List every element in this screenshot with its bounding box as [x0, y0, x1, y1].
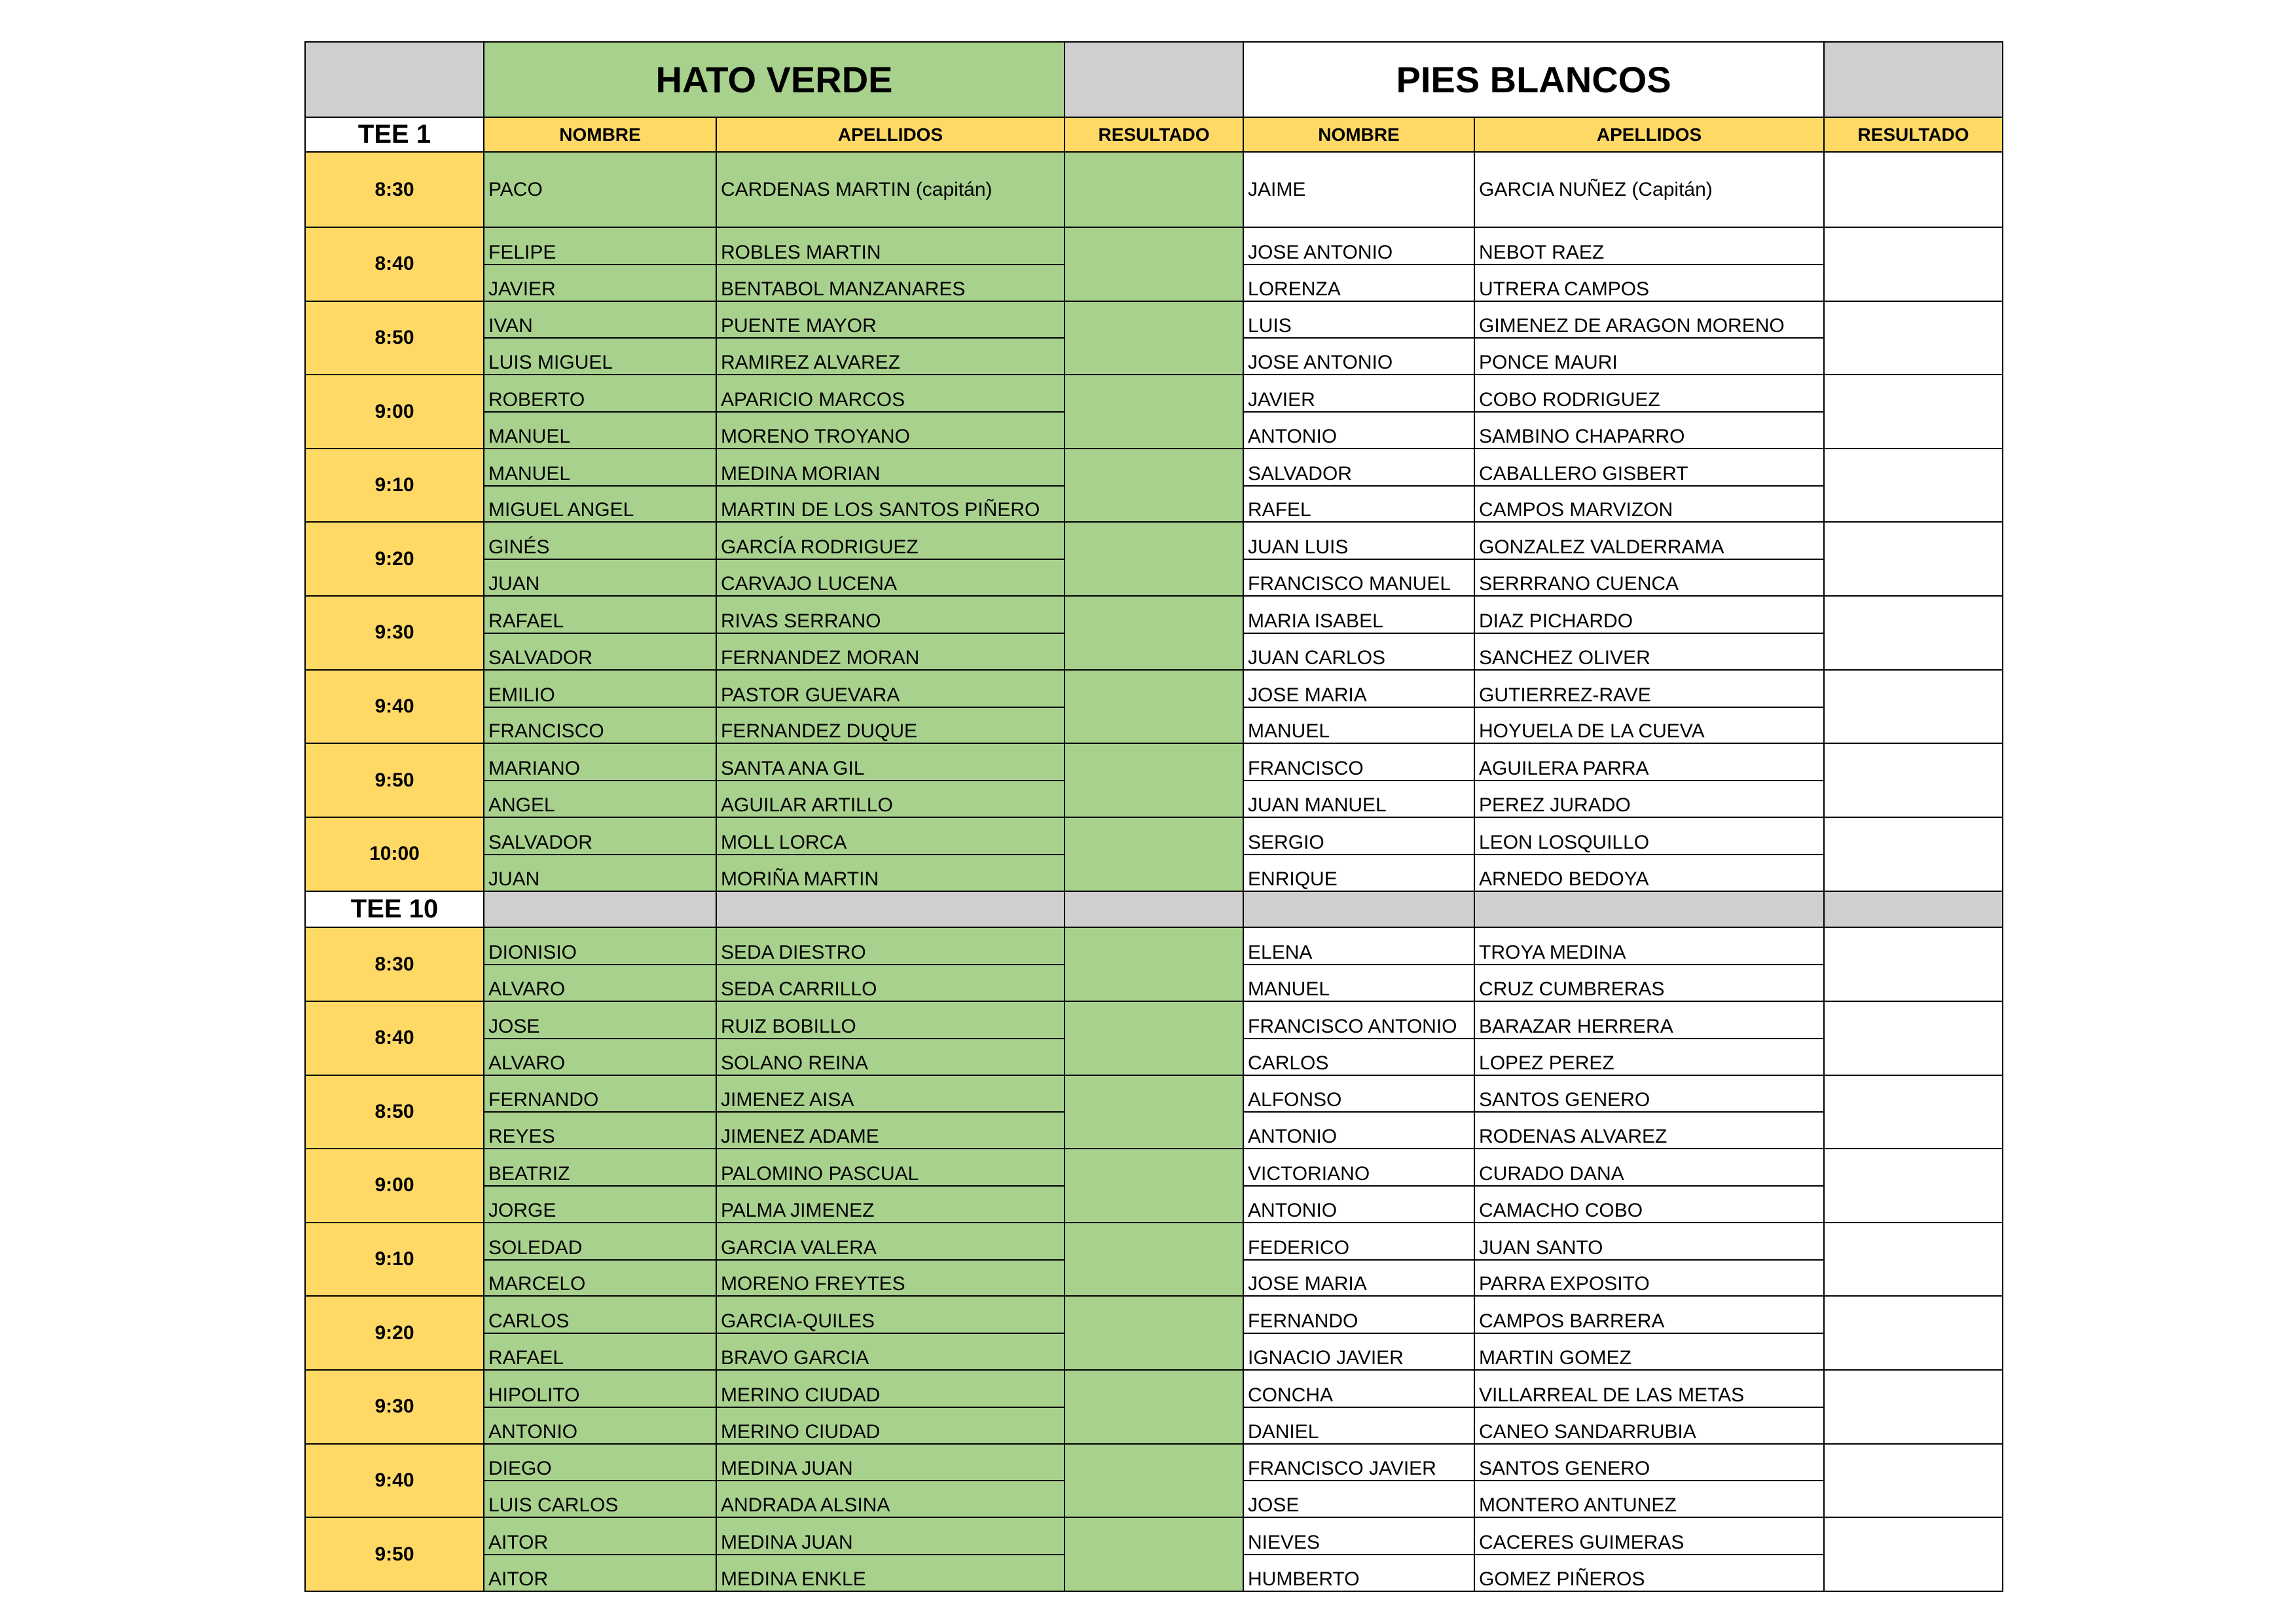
player-nombre: SALVADOR: [1243, 449, 1474, 486]
player-nombre: FERNANDO: [484, 1075, 716, 1113]
player-nombre: RAFAEL: [484, 596, 716, 633]
player-nombre: ALVARO: [484, 1039, 716, 1075]
table-row: [305, 522, 2003, 559]
player-apellidos: SANCHEZ OLIVER: [1474, 633, 1824, 670]
team-left-title: HATO VERDE: [484, 42, 1065, 117]
tee-time: 8:40: [305, 1001, 484, 1075]
player-apellidos: DIAZ PICHARDO: [1474, 596, 1824, 633]
resultado-cell[interactable]: [1065, 1517, 1243, 1591]
resultado-cell[interactable]: [1824, 1223, 2003, 1297]
resultado-cell[interactable]: [1824, 375, 2003, 449]
tee-label: TEE 1: [305, 117, 484, 153]
resultado-cell[interactable]: [1065, 227, 1243, 301]
header-apellidos-left: APELLIDOS: [716, 117, 1065, 153]
tee-time: 9:30: [305, 1370, 484, 1444]
tee-time: 8:50: [305, 1075, 484, 1149]
player-nombre: JOSE ANTONIO: [1243, 338, 1474, 375]
player-nombre: CONCHA: [1243, 1370, 1474, 1407]
player-nombre: MANUEL: [484, 449, 716, 486]
table-row: [305, 1223, 2003, 1260]
player-apellidos: LOPEZ PEREZ: [1474, 1039, 1824, 1075]
player-nombre: LUIS MIGUEL: [484, 338, 716, 375]
tee-time: 9:00: [305, 1149, 484, 1223]
player-apellidos: MEDINA MORIAN: [716, 449, 1065, 486]
player-apellidos: GOMEZ PIÑEROS: [1474, 1555, 1824, 1591]
tee-times-table: [304, 41, 2003, 1592]
player-nombre: JOSE ANTONIO: [1243, 227, 1474, 265]
tee-time: 9:50: [305, 743, 484, 817]
player-apellidos: MORIÑA MARTIN: [716, 855, 1065, 891]
resultado-cell[interactable]: [1065, 1296, 1243, 1370]
player-apellidos: APARICIO MARCOS: [716, 375, 1065, 412]
player-nombre: MANUEL: [1243, 707, 1474, 744]
separator-cell: [1243, 891, 1474, 928]
player-nombre: HIPOLITO: [484, 1370, 716, 1407]
resultado-cell[interactable]: [1824, 1517, 2003, 1591]
player-apellidos: FERNANDEZ DUQUE: [716, 707, 1065, 744]
player-apellidos: ROBLES MARTIN: [716, 227, 1065, 265]
player-apellidos: GUTIERREZ-RAVE: [1474, 670, 1824, 707]
player-nombre: SERGIO: [1243, 817, 1474, 855]
resultado-cell[interactable]: [1065, 1149, 1243, 1223]
corner-cell-right: [1824, 42, 2003, 117]
player-nombre: JOSE MARIA: [1243, 1260, 1474, 1297]
table-row: [305, 596, 2003, 633]
player-apellidos: MORENO TROYANO: [716, 412, 1065, 449]
table-row: [305, 1444, 2003, 1481]
player-nombre: MARIANO: [484, 743, 716, 781]
player-nombre: RAFAEL: [484, 1333, 716, 1370]
resultado-cell[interactable]: [1065, 1444, 1243, 1518]
player-nombre: ANGEL: [484, 781, 716, 817]
player-apellidos: GARCIA VALERA: [716, 1223, 1065, 1260]
resultado-cell[interactable]: [1824, 152, 2003, 227]
resultado-cell[interactable]: [1824, 227, 2003, 301]
player-apellidos: GARCIA NUÑEZ (Capitán): [1474, 152, 1824, 227]
resultado-cell[interactable]: [1065, 152, 1243, 227]
player-apellidos: MARTIN DE LOS SANTOS PIÑERO: [716, 486, 1065, 523]
corner-cell: [305, 42, 484, 117]
player-apellidos: GONZALEZ VALDERRAMA: [1474, 522, 1824, 559]
tee-time: 8:30: [305, 152, 484, 227]
player-nombre: JOSE MARIA: [1243, 670, 1474, 707]
resultado-cell[interactable]: [1065, 927, 1243, 1001]
player-apellidos: GIMENEZ DE ARAGON MORENO: [1474, 301, 1824, 339]
tee-time: 8:30: [305, 927, 484, 1001]
resultado-cell[interactable]: [1065, 1223, 1243, 1297]
table-row: [305, 1370, 2003, 1407]
header-nombre-right: NOMBRE: [1243, 117, 1474, 153]
player-apellidos: JUAN SANTO: [1474, 1223, 1824, 1260]
player-apellidos: CRUZ CUMBRERAS: [1474, 965, 1824, 1001]
tee-time: 9:40: [305, 670, 484, 744]
player-nombre: NIEVES: [1243, 1517, 1474, 1555]
player-apellidos: PEREZ JURADO: [1474, 781, 1824, 817]
player-nombre: ANTONIO: [1243, 412, 1474, 449]
resultado-cell[interactable]: [1065, 817, 1243, 891]
player-apellidos: JIMENEZ ADAME: [716, 1112, 1065, 1149]
tee-time: 9:50: [305, 1517, 484, 1591]
player-apellidos: MERINO CIUDAD: [716, 1370, 1065, 1407]
player-nombre: AITOR: [484, 1517, 716, 1555]
player-apellidos: SEDA DIESTRO: [716, 927, 1065, 965]
header-nombre-left: NOMBRE: [484, 117, 716, 153]
player-nombre: JUAN CARLOS: [1243, 633, 1474, 670]
player-nombre: RAFEL: [1243, 486, 1474, 523]
player-nombre: FRANCISCO MANUEL: [1243, 559, 1474, 596]
resultado-cell[interactable]: [1824, 1296, 2003, 1370]
player-nombre: SOLEDAD: [484, 1223, 716, 1260]
player-apellidos: SERRRANO CUENCA: [1474, 559, 1824, 596]
player-apellidos: CANEO SANDARRUBIA: [1474, 1407, 1824, 1444]
player-apellidos: PALMA JIMENEZ: [716, 1186, 1065, 1223]
player-nombre: JORGE: [484, 1186, 716, 1223]
player-apellidos: CURADO DANA: [1474, 1149, 1824, 1186]
player-apellidos: AGUILAR ARTILLO: [716, 781, 1065, 817]
player-nombre: FRANCISCO ANTONIO: [1243, 1001, 1474, 1039]
player-nombre: DIEGO: [484, 1444, 716, 1481]
player-nombre: JAVIER: [484, 265, 716, 301]
player-apellidos: RAMIREZ ALVAREZ: [716, 338, 1065, 375]
player-apellidos: MONTERO ANTUNEZ: [1474, 1481, 1824, 1517]
resultado-cell[interactable]: [1824, 1444, 2003, 1518]
player-apellidos: SOLANO REINA: [716, 1039, 1065, 1075]
player-apellidos: MEDINA JUAN: [716, 1444, 1065, 1481]
tee-time: 9:30: [305, 596, 484, 670]
separator-cell: [484, 891, 716, 928]
team-right-title: PIES BLANCOS: [1243, 42, 1824, 117]
table-row: [305, 1149, 2003, 1186]
header-resultado-right: RESULTADO: [1824, 117, 2003, 153]
player-apellidos: PONCE MAURI: [1474, 338, 1824, 375]
player-apellidos: NEBOT RAEZ: [1474, 227, 1824, 265]
table-row: [305, 227, 2003, 265]
player-apellidos: CACERES GUIMERAS: [1474, 1517, 1824, 1555]
resultado-cell[interactable]: [1824, 1370, 2003, 1444]
player-nombre: IVAN: [484, 301, 716, 339]
tee-time: 8:40: [305, 227, 484, 301]
player-apellidos: ARNEDO BEDOYA: [1474, 855, 1824, 891]
tee-time: 9:00: [305, 375, 484, 449]
table-row: [305, 1517, 2003, 1555]
table-row: [305, 1075, 2003, 1113]
resultado-cell[interactable]: [1065, 1370, 1243, 1444]
player-nombre: CARLOS: [484, 1296, 716, 1333]
player-nombre: MARIA ISABEL: [1243, 596, 1474, 633]
player-nombre: SALVADOR: [484, 817, 716, 855]
player-nombre: ROBERTO: [484, 375, 716, 412]
player-nombre: MANUEL: [484, 412, 716, 449]
resultado-cell[interactable]: [1824, 927, 2003, 1001]
player-apellidos: MEDINA ENKLE: [716, 1555, 1065, 1591]
player-apellidos: GARCÍA RODRIGUEZ: [716, 522, 1065, 559]
player-apellidos: BENTABOL MANZANARES: [716, 265, 1065, 301]
player-apellidos: CAMPOS BARRERA: [1474, 1296, 1824, 1333]
player-nombre: JAIME: [1243, 152, 1474, 227]
player-apellidos: MEDINA JUAN: [716, 1517, 1065, 1555]
player-nombre: FELIPE: [484, 227, 716, 265]
player-apellidos: SAMBINO CHAPARRO: [1474, 412, 1824, 449]
player-apellidos: COBO RODRIGUEZ: [1474, 375, 1824, 412]
player-nombre: HUMBERTO: [1243, 1555, 1474, 1591]
player-nombre: ALFONSO: [1243, 1075, 1474, 1113]
resultado-cell[interactable]: [1824, 743, 2003, 817]
player-apellidos: GARCIA-QUILES: [716, 1296, 1065, 1333]
player-apellidos: CAMACHO COBO: [1474, 1186, 1824, 1223]
player-nombre: JUAN: [484, 855, 716, 891]
player-nombre: CARLOS: [1243, 1039, 1474, 1075]
player-apellidos: MOLL LORCA: [716, 817, 1065, 855]
resultado-cell[interactable]: [1824, 522, 2003, 596]
player-nombre: LUIS: [1243, 301, 1474, 339]
player-nombre: MARCELO: [484, 1260, 716, 1297]
tee-time: 9:40: [305, 1444, 484, 1518]
player-apellidos: MORENO FREYTES: [716, 1260, 1065, 1297]
resultado-cell[interactable]: [1824, 449, 2003, 523]
separator-cell: [1065, 891, 1243, 928]
player-apellidos: TROYA MEDINA: [1474, 927, 1824, 965]
resultado-cell[interactable]: [1065, 449, 1243, 523]
player-nombre: JUAN: [484, 559, 716, 596]
header-resultado-left: RESULTADO: [1065, 117, 1243, 153]
player-nombre: SALVADOR: [484, 633, 716, 670]
table-row: [305, 301, 2003, 339]
table-row: [305, 375, 2003, 412]
player-nombre: JOSE: [484, 1001, 716, 1039]
player-nombre: AITOR: [484, 1555, 716, 1591]
tee-label: TEE 10: [305, 891, 484, 928]
player-apellidos: SANTOS GENERO: [1474, 1444, 1824, 1481]
resultado-cell[interactable]: [1065, 301, 1243, 375]
resultado-cell[interactable]: [1065, 596, 1243, 670]
player-nombre: VICTORIANO: [1243, 1149, 1474, 1186]
table-row: [305, 670, 2003, 707]
player-apellidos: SANTA ANA GIL: [716, 743, 1065, 781]
player-nombre: FEDERICO: [1243, 1223, 1474, 1260]
table-row: [305, 1001, 2003, 1039]
resultado-cell[interactable]: [1824, 301, 2003, 375]
player-apellidos: FERNANDEZ MORAN: [716, 633, 1065, 670]
team-title-row: [305, 42, 2003, 117]
resultado-cell[interactable]: [1065, 743, 1243, 817]
player-nombre: ANTONIO: [1243, 1186, 1474, 1223]
player-apellidos: BRAVO GARCIA: [716, 1333, 1065, 1370]
player-nombre: GINÉS: [484, 522, 716, 559]
player-nombre: JUAN MANUEL: [1243, 781, 1474, 817]
player-apellidos: MARTIN GOMEZ: [1474, 1333, 1824, 1370]
player-apellidos: ANDRADA ALSINA: [716, 1481, 1065, 1517]
separator-cell: [716, 891, 1065, 928]
player-apellidos: RUIZ BOBILLO: [716, 1001, 1065, 1039]
table-row: [305, 927, 2003, 965]
resultado-cell[interactable]: [1065, 375, 1243, 449]
player-nombre: ENRIQUE: [1243, 855, 1474, 891]
player-apellidos: RIVAS SERRANO: [716, 596, 1065, 633]
player-nombre: EMILIO: [484, 670, 716, 707]
player-apellidos: SANTOS GENERO: [1474, 1075, 1824, 1113]
table-row: [305, 449, 2003, 486]
column-header-row: [305, 117, 2003, 153]
player-apellidos: PASTOR GUEVARA: [716, 670, 1065, 707]
player-apellidos: AGUILERA PARRA: [1474, 743, 1824, 781]
tee-separator-row: [305, 891, 2003, 928]
player-apellidos: UTRERA CAMPOS: [1474, 265, 1824, 301]
tee-time: 9:10: [305, 1223, 484, 1297]
tee-time: 9:20: [305, 522, 484, 596]
player-apellidos: VILLARREAL DE LAS METAS: [1474, 1370, 1824, 1407]
player-apellidos: MERINO CIUDAD: [716, 1407, 1065, 1444]
resultado-cell[interactable]: [1824, 1149, 2003, 1223]
player-apellidos: PUENTE MAYOR: [716, 301, 1065, 339]
player-apellidos: JIMENEZ AISA: [716, 1075, 1065, 1113]
player-nombre: IGNACIO JAVIER: [1243, 1333, 1474, 1370]
resultado-cell[interactable]: [1824, 1075, 2003, 1149]
resultado-cell[interactable]: [1065, 1001, 1243, 1075]
player-nombre: JAVIER: [1243, 375, 1474, 412]
resultado-cell[interactable]: [1824, 1001, 2003, 1075]
player-nombre: MIGUEL ANGEL: [484, 486, 716, 523]
player-nombre: BEATRIZ: [484, 1149, 716, 1186]
player-nombre: DIONISIO: [484, 927, 716, 965]
tee-time: 9:10: [305, 449, 484, 523]
player-nombre: FRANCISCO JAVIER: [1243, 1444, 1474, 1481]
player-nombre: PACO: [484, 152, 716, 227]
player-nombre: FRANCISCO: [1243, 743, 1474, 781]
player-apellidos: PALOMINO PASCUAL: [716, 1149, 1065, 1186]
player-nombre: JOSE: [1243, 1481, 1474, 1517]
player-nombre: ANTONIO: [1243, 1112, 1474, 1149]
player-nombre: FERNANDO: [1243, 1296, 1474, 1333]
player-apellidos: CABALLERO GISBERT: [1474, 449, 1824, 486]
resultado-cell[interactable]: [1824, 596, 2003, 670]
player-apellidos: HOYUELA DE LA CUEVA: [1474, 707, 1824, 744]
player-apellidos: PARRA EXPOSITO: [1474, 1260, 1824, 1297]
player-nombre: MANUEL: [1243, 965, 1474, 1001]
player-nombre: LUIS CARLOS: [484, 1481, 716, 1517]
table-row: [305, 1296, 2003, 1333]
resultado-cell[interactable]: [1824, 670, 2003, 744]
player-apellidos: CARDENAS MARTIN (capitán): [716, 152, 1065, 227]
tee-time: 9:20: [305, 1296, 484, 1370]
resultado-cell[interactable]: [1065, 522, 1243, 596]
resultado-cell[interactable]: [1065, 1075, 1243, 1149]
captain-row: [305, 152, 2003, 227]
table-row: [305, 817, 2003, 855]
player-nombre: REYES: [484, 1112, 716, 1149]
player-nombre: ANTONIO: [484, 1407, 716, 1444]
table-row: [305, 743, 2003, 781]
resultado-cell[interactable]: [1824, 817, 2003, 891]
player-nombre: DANIEL: [1243, 1407, 1474, 1444]
player-nombre: FRANCISCO: [484, 707, 716, 744]
header-apellidos-right: APELLIDOS: [1474, 117, 1824, 153]
player-nombre: ELENA: [1243, 927, 1474, 965]
player-apellidos: RODENAS ALVAREZ: [1474, 1112, 1824, 1149]
separator-cell: [1824, 891, 2003, 928]
player-apellidos: LEON LOSQUILLO: [1474, 817, 1824, 855]
player-apellidos: CAMPOS MARVIZON: [1474, 486, 1824, 523]
spacer-cell: [1065, 42, 1243, 117]
player-apellidos: BARAZAR HERRERA: [1474, 1001, 1824, 1039]
player-nombre: LORENZA: [1243, 265, 1474, 301]
player-apellidos: CARVAJO LUCENA: [716, 559, 1065, 596]
tee-time: 8:50: [305, 301, 484, 375]
separator-cell: [1474, 891, 1824, 928]
player-apellidos: SEDA CARRILLO: [716, 965, 1065, 1001]
resultado-cell[interactable]: [1065, 670, 1243, 744]
player-nombre: ALVARO: [484, 965, 716, 1001]
tee-time: 10:00: [305, 817, 484, 891]
player-nombre: JUAN LUIS: [1243, 522, 1474, 559]
